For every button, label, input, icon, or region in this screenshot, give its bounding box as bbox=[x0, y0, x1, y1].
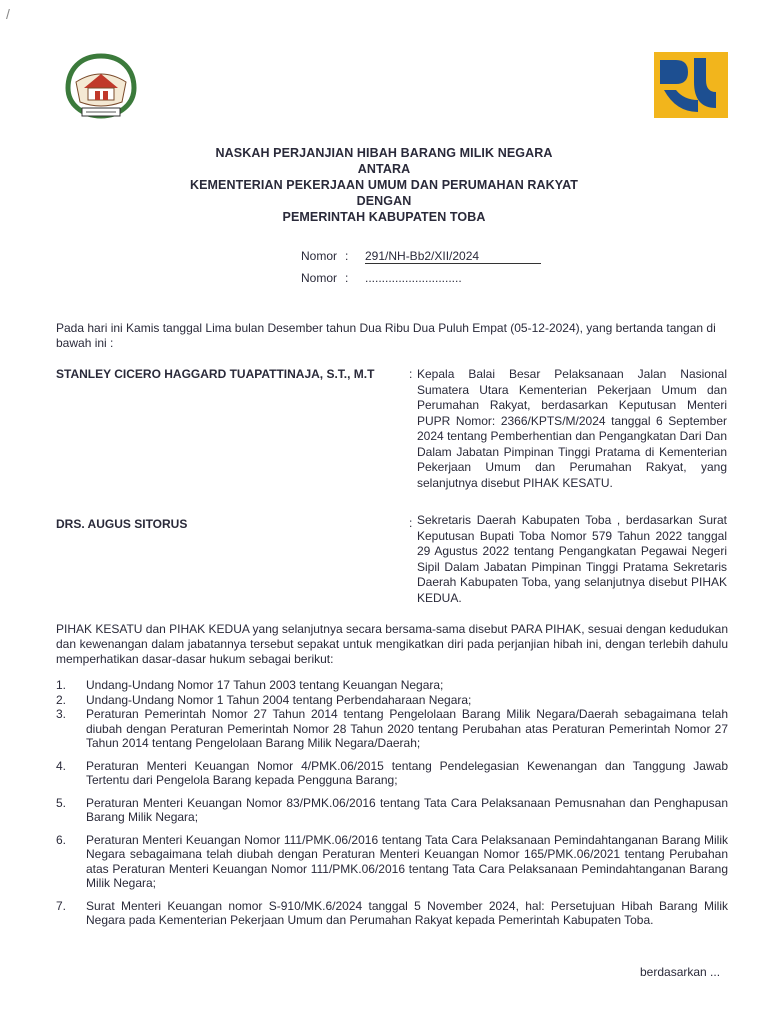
nomor-colon: : bbox=[345, 271, 349, 285]
list-item-number: 1. bbox=[56, 678, 67, 692]
document-title bbox=[0, 145, 768, 225]
party-two-description bbox=[409, 513, 727, 606]
party-one-description bbox=[409, 367, 727, 491]
title-line-4: DENGAN bbox=[356, 194, 412, 208]
list-item bbox=[56, 899, 728, 928]
list-item-text: Undang-Undang Nomor 17 Tahun 2003 tentang Keuangan Negara; bbox=[86, 678, 444, 692]
nomor-value: 291/NH-Bb2/XII/2024 bbox=[365, 249, 541, 264]
party-two-colon: : bbox=[409, 516, 413, 530]
list-item-number: 4. bbox=[56, 758, 67, 773]
title-line-5: PEMERINTAH KABUPATEN TOBA bbox=[282, 210, 486, 224]
continuation-note: berdasarkan ... bbox=[640, 965, 721, 979]
list-item-text: Peraturan Pemerintah Nomor 27 Tahun 2014 tentang Pengelolaan Barang Milik Negara/Daerah sebagaimana telah diubah dengan Peraturan Pemerintah Nomor 28 Tahun 2020 tentang Perubahan atas Peraturan Pemerintah Nomor 27 Tahun 2014 tentang Pengelolaan Barang Milik Negara/Daerah; bbox=[86, 707, 728, 750]
title-line-2: ANTARA bbox=[357, 162, 411, 176]
nomor-line-1 bbox=[301, 249, 541, 264]
title-line-1: NASKAH PERJANJIAN HIBAH BARANG MILIK NEGARA bbox=[215, 146, 553, 160]
list-item-number: 3. bbox=[56, 707, 67, 721]
nomor-value-blank: ............................. bbox=[365, 271, 462, 285]
kabupaten-toba-seal-icon bbox=[62, 52, 140, 122]
agreement-paragraph: PIHAK KESATU dan PIHAK KEDUA yang selanjutnya secara bersama-sama disebut PARA PIHAK, sesuai dengan kedudukan dan kewenangan dalam jabatannya tersebut sepakat untuk mengikatkan diri pada perjanjian hibah ini, dengan terlebih dahulu memperhatikan dasar-dasar hukum sebagai berikut: bbox=[56, 622, 728, 666]
list-item bbox=[56, 759, 728, 788]
list-item-text: Undang-Undang Nomor 1 Tahun 2004 tentang Perbendaharaan Negara; bbox=[86, 692, 472, 707]
nomor-line-2 bbox=[301, 271, 462, 285]
scan-mark: / bbox=[6, 6, 10, 22]
list-item-text: Surat Menteri Keuangan nomor S-910/MK.6/2024 tanggal 5 November 2024, hal: Persetujuan Hibah Barang Milik Negara pada Kementerian Pekerjaan Umum dan Perumahan Rakyat kepada Pemerintah Kabupaten Toba. bbox=[86, 898, 728, 927]
list-item-text: Peraturan Menteri Keuangan Nomor 4/PMK.06/2015 tentang Pendelegasian Kewenangan dan Tanggung Jawab Tertentu dari Pengelola Barang kepada Pengguna Barang; bbox=[86, 758, 728, 787]
party-two-text: Sekretaris Daerah Kabupaten Toba , berdasarkan Surat Keputusan Bupati Toba Nomor 579 Tahun 2022 tanggal 29 Agustus 2022 tentang Pengangkatan Pegawai Negeri Sipil Dalam Jabatan Pimpinan Tinggi Pratama Sekretaris Daerah Kabupaten Toba, yang selanjutnya disebut PIHAK KEDUA. bbox=[417, 513, 727, 605]
nomor-label: Nomor bbox=[301, 249, 338, 263]
list-item-number: 5. bbox=[56, 795, 67, 810]
legal-basis-list bbox=[56, 678, 728, 932]
pupr-logo-icon bbox=[654, 52, 728, 118]
nomor-label: Nomor bbox=[301, 271, 338, 285]
list-item bbox=[56, 707, 728, 751]
list-item bbox=[56, 833, 728, 891]
list-item-number: 7. bbox=[56, 898, 67, 913]
nomor-colon: : bbox=[345, 249, 349, 263]
party-two-name: DRS. AUGUS SITORUS bbox=[56, 517, 188, 531]
party-one-colon: : bbox=[409, 367, 413, 381]
list-item bbox=[56, 693, 728, 708]
list-item bbox=[56, 796, 728, 825]
party-one-text: Kepala Balai Besar Pelaksanaan Jalan Nasional Sumatera Utara Kementerian Pekerjaan Umum dan Perumahan Rakyat, berdasarkan Keputusan Menteri PUPR Nomor: 2366/KPTS/M/2024 tanggal 6 September 2024 tentang Pemberhentian dan Pengangkatan Dari Dan Dalam Jabatan Pimpinan Tinggi Pratama di Kementerian Pekerjaan Umum dan Perumahan Rakyat, yang selanjutnya disebut PIHAK KESATU. bbox=[417, 367, 727, 490]
list-item-number: 6. bbox=[56, 832, 67, 847]
list-item-text: Peraturan Menteri Keuangan Nomor 111/PMK.06/2016 tentang Tata Cara Pelaksanaan Pemindahtanganan Barang Milik Negara sebagaimana telah diubah dengan Peraturan Menteri Keuangan Nomor 165/PMK.06/2021 tentang Perubahan atas Peraturan Menteri Keuangan Nomor 111/PMK.06/2016 tentang Tata Cara Pelaksanaan Pemindahtanganan Barang Milik Negara; bbox=[86, 832, 728, 890]
party-one-name: STANLEY CICERO HAGGARD TUAPATTINAJA, S.T., M.T bbox=[56, 367, 375, 381]
list-item-text: Peraturan Menteri Keuangan Nomor 83/PMK.06/2016 tentang Tata Cara Pelaksanaan Pemusnahan dan Penghapusan Barang Milik Negara; bbox=[86, 795, 728, 824]
list-item-number: 2. bbox=[56, 692, 67, 707]
title-line-3: KEMENTERIAN PEKERJAAN UMUM DAN PERUMAHAN RAKYAT bbox=[189, 178, 579, 192]
intro-paragraph: Pada hari ini Kamis tanggal Lima bulan Desember tahun Dua Ribu Dua Puluh Empat (05-12-2024), yang bertanda tangan di bawah ini : bbox=[56, 321, 716, 350]
list-item bbox=[56, 678, 728, 693]
